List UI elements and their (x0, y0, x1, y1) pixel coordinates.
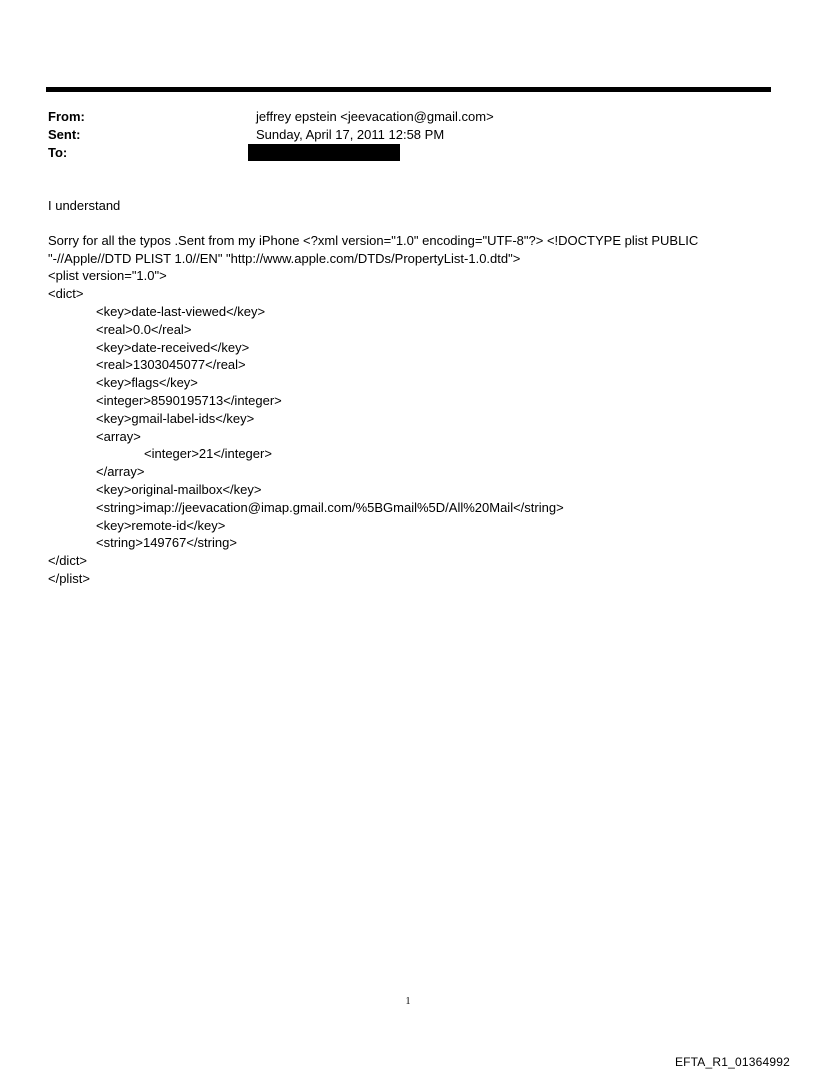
body-line: <key>remote-id</key> (96, 517, 226, 533)
body-line: </plist> (48, 570, 90, 586)
greeting-line: I understand (48, 198, 121, 213)
body-line: <dict> (48, 286, 84, 302)
paragraph-gap (48, 215, 768, 232)
body-line: <key>date-last-viewed</key> (96, 303, 266, 319)
body-line: <real>0.0</real> (96, 321, 192, 337)
body-line: </array> (96, 464, 145, 480)
to-label: To: (48, 145, 68, 160)
body-line: <integer>8590195713</integer> (96, 392, 282, 408)
body-line: <string>149767</string> (96, 535, 237, 551)
sent-label: Sent: (48, 127, 81, 142)
page-number: 1 (405, 996, 411, 1007)
body-line: <key>original-mailbox</key> (96, 481, 262, 497)
body-line: <array> (96, 428, 141, 444)
body-line: <key>flags</key> (96, 375, 198, 391)
sent-value: Sunday, April 17, 2011 12:58 PM (256, 127, 445, 142)
email-body (48, 197, 768, 588)
redacted-recipient (248, 144, 400, 161)
body-line: <key>date-received</key> (96, 339, 250, 355)
bates-number: EFTA_R1_01364992 (674, 1055, 790, 1069)
body-line: </dict> (48, 553, 88, 569)
from-value: jeffrey epstein <jeevacation@gmail.com> (256, 109, 494, 124)
body-line: <key>gmail-label-ids</key> (96, 410, 255, 426)
from-label: From: (48, 109, 85, 124)
body-line: <real>1303045077</real> (96, 357, 246, 373)
header-divider-rule (46, 87, 771, 92)
body-line: <plist version="1.0"> (48, 268, 167, 284)
body-line: <string>imap://jeevacation@imap.gmail.com/%5BGmail%5D/All%20Mail</string> (96, 499, 564, 515)
body-line: <integer>21</integer> (144, 446, 272, 462)
body-line: Sorry for all the typos .Sent from my iPhone <?xml version="1.0" encoding="UTF-8"?> <!DOCTYPE plist PUBLIC "-//Apple//DTD PLIST 1.0//EN" "http://www.apple.com/DTDs/PropertyList-1.0.dtd"> (48, 232, 699, 266)
